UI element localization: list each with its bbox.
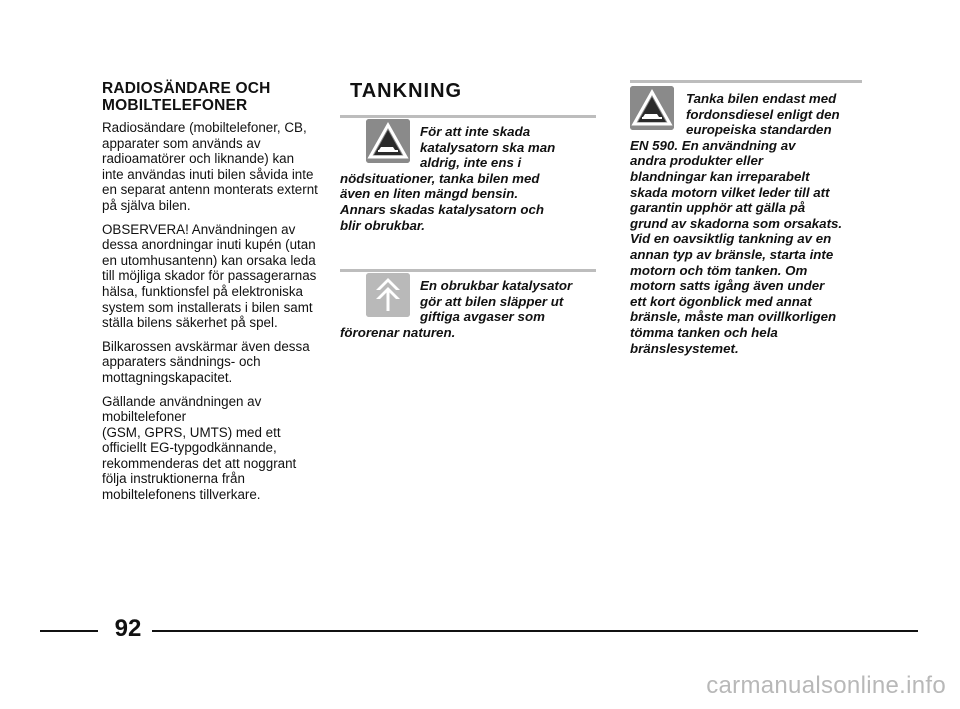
right-column bbox=[630, 80, 862, 392]
environment-icon bbox=[366, 273, 410, 317]
text-line: Bilkarossen avskärmar även dessa bbox=[102, 338, 310, 354]
section-heading-radio bbox=[102, 80, 334, 114]
paragraph-radio-intro bbox=[102, 120, 334, 214]
text-line: Tanka bilen endast med bbox=[686, 91, 837, 106]
text-line: katalysatorn ska man bbox=[420, 139, 556, 155]
note-divider bbox=[340, 115, 596, 118]
warning-car-icon bbox=[366, 119, 410, 163]
text-line: följa instruktionerna från bbox=[102, 471, 245, 487]
warning-note-diesel bbox=[630, 80, 862, 356]
paragraph-observera bbox=[102, 222, 334, 331]
text-line: fordonsdiesel enligt den bbox=[686, 106, 840, 122]
text-line: (GSM, GPRS, UMTS) med ett bbox=[102, 424, 281, 440]
text-line: skada motorn vilket leder till att bbox=[630, 184, 830, 200]
text-line: OBSERVERA! Användningen av bbox=[102, 221, 296, 237]
environment-note bbox=[340, 269, 596, 340]
note-divider bbox=[340, 269, 596, 272]
text-line: ställa bilens säkerhet på spel. bbox=[102, 315, 278, 331]
text-line: Annars skadas katalysatorn och bbox=[340, 201, 544, 217]
text-line: blir obrukbar. bbox=[340, 217, 425, 233]
text-line: Vid en oavsiktlig tankning av en bbox=[630, 231, 832, 247]
text-line: europeiska standarden bbox=[686, 122, 832, 138]
text-line: system som installerats i bilen samt bbox=[102, 299, 313, 315]
text-line: Radiosändare (mobiltelefoner, CB, bbox=[102, 120, 307, 135]
text-line: mobiltelefoner bbox=[102, 409, 187, 425]
text-line: hälsa, funktionsfel på elektroniska bbox=[102, 283, 303, 299]
text-line: andra produkter eller bbox=[630, 153, 764, 169]
text-line: garantin upphör att gälla på bbox=[630, 200, 806, 216]
text-line: gör att bilen släpper ut bbox=[420, 293, 564, 309]
text-line: dessa anordningar inuti kupén (utan bbox=[102, 237, 316, 253]
paragraph-bilkarossen bbox=[102, 339, 334, 386]
text-line: en utomhusantenn) kan orsaka leda bbox=[102, 252, 316, 268]
text-line: aldrig, inte ens i bbox=[420, 155, 522, 171]
text-line: till möjliga skador för passagerarnas bbox=[102, 268, 317, 284]
text-line: motorn och töm tanken. Om bbox=[630, 262, 808, 278]
footer-rule-right bbox=[152, 630, 918, 632]
text-line: nödsituationer, tanka bilen med bbox=[340, 170, 540, 186]
text-line: radioamatörer och liknande) kan bbox=[102, 151, 295, 167]
note-divider bbox=[630, 80, 862, 83]
text-line: en separat antenn monterats externt bbox=[102, 182, 318, 198]
text-line: För att inte skada bbox=[420, 124, 531, 139]
text-line: En obrukbar katalysator bbox=[420, 278, 573, 294]
text-line: även en liten mängd bensin. bbox=[340, 186, 519, 202]
text-line: rekommenderas det att noggrant bbox=[102, 455, 297, 471]
heading-line: RADIOSÄNDARE OCH bbox=[102, 80, 271, 97]
text-line: grund av skadorna som orsakats. bbox=[630, 215, 843, 231]
text-line: annan typ av bränsle, starta inte bbox=[630, 246, 834, 262]
text-line: inte användas inuti bilen såvida inte bbox=[102, 166, 314, 182]
footer-rule-left bbox=[40, 630, 98, 632]
text-line: motorn satts igång även under bbox=[630, 278, 825, 294]
heading-line: MOBILTELEFONER bbox=[102, 97, 248, 114]
text-line: tömma tanken och hela bbox=[630, 324, 778, 340]
text-line: apparater som används av bbox=[102, 135, 261, 151]
left-column bbox=[102, 80, 334, 511]
paragraph-mobiltelefoner bbox=[102, 394, 334, 503]
text-line: förorenar naturen. bbox=[340, 324, 456, 340]
page-number: 92 bbox=[114, 615, 142, 642]
warning-note-catalyst bbox=[340, 115, 596, 233]
text-line: bränsle, måste man ovillkorligen bbox=[630, 309, 837, 325]
text-line: ett kort ögonblick med annat bbox=[630, 293, 812, 309]
middle-column bbox=[340, 80, 596, 377]
text-line: giftiga avgaser som bbox=[420, 309, 545, 325]
text-line: mobiltelefonens tillverkare. bbox=[102, 487, 261, 503]
warning-car-icon bbox=[630, 86, 674, 130]
text-line: apparaters sändnings- och bbox=[102, 354, 261, 370]
text-line: bränslesystemet. bbox=[630, 340, 739, 356]
text-line: mottagningskapacitet. bbox=[102, 369, 233, 385]
watermark: carmanualsonline.info bbox=[706, 672, 946, 699]
text-line: EN 590. En användning av bbox=[630, 137, 796, 153]
note-text bbox=[630, 91, 862, 356]
text-line: blandningar kan irreparabelt bbox=[630, 168, 810, 184]
text-line: Gällande användningen av bbox=[102, 393, 262, 409]
text-line: officiellt EG-typgodkännande, bbox=[102, 440, 277, 456]
text-line: på själva bilen. bbox=[102, 197, 191, 213]
section-title-tankning: TANKNING bbox=[350, 80, 463, 102]
